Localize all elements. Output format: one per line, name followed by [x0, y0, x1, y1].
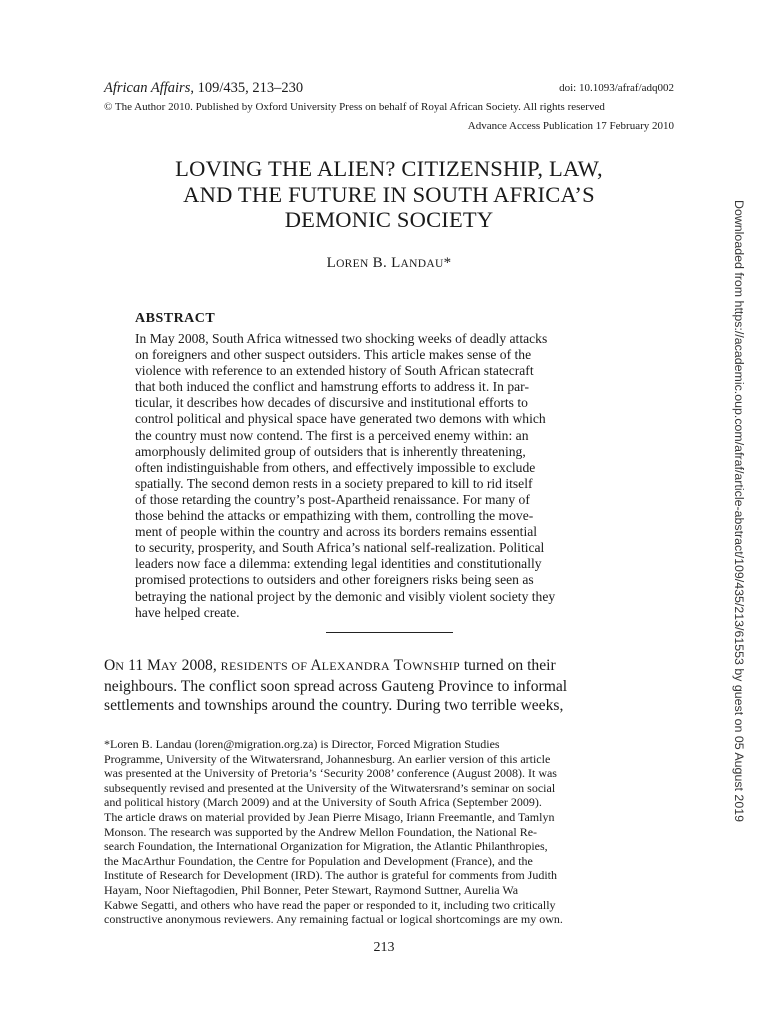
abstract-line: ment of people within the country and across its borders remains essential	[135, 524, 538, 540]
abstract-line: spatially. The second demon rests in a society prepared to kill to rid itself	[135, 475, 533, 491]
footnote-line: subsequently revised and presented at the University of the Witwatersrand’s seminar on social	[104, 780, 556, 795]
footnote-line: the MacArthur Foundation, the Centre for Population and Development (France), and the	[104, 853, 533, 868]
footnote-line: was presented at the University of Pretoria’s ‘Security 2008’ conference (August 2008). It was	[104, 766, 557, 781]
abstract-line: the country must now contend. The first is a perceived enemy within: an	[135, 427, 529, 443]
footnote-line: Hayam, Noor Nieftagodien, Phil Bonner, Peter Stewart, Raymond Suttner, Aurelia Wa	[104, 882, 519, 897]
footnote-line: Kabwe Segatti, and others who have read the paper or responded to it, including two critically	[104, 897, 556, 912]
footnote-line: Monson. The research was supported by the Andrew Mellon Foundation, the National Re-	[104, 824, 538, 839]
footnote-line: Institute of Research for Development (IRD). The author is grateful for comments from Judith	[104, 868, 557, 883]
advance-access-line: Advance Access Publication 17 February 2010	[467, 120, 674, 132]
section-divider	[326, 632, 453, 633]
abstract-line: betraying the national project by the demonic and visibly violent society they	[135, 588, 556, 604]
doi-text: doi: 10.1093/afraf/adq002	[559, 82, 674, 94]
abstract-heading: ABSTRACT	[135, 311, 216, 326]
abstract-line: violence with reference to an extended history of South African statecraft	[135, 363, 534, 379]
article-title	[104, 156, 674, 233]
footnote-line: Programme, University of the Witwatersrand, Johannesburg. An earlier version of this article	[104, 751, 551, 766]
footnote-line: search Foundation, the International Organization for Migration, the Atlantic Philanthropies,	[104, 839, 548, 854]
body-line-opening: ON 11 MAY 2008, RESIDENTS OF ALEXANDRA TOWNSHIP turned on their	[104, 657, 556, 674]
abstract-line: to security, prosperity, and South Africa’s national self-realization. Political	[135, 540, 545, 556]
abstract-line: have helped create.	[135, 604, 240, 620]
download-watermark	[726, 200, 746, 850]
abstract-body	[135, 331, 644, 621]
title-line: LOVING THE ALIEN? CITIZENSHIP, LAW,	[175, 156, 603, 181]
abstract-line: amorphously delimited group of outsiders that is inherently threatening,	[135, 443, 526, 459]
abstract-line: leaders now face a dilemma: extending legal identities and constitutionally	[135, 556, 542, 572]
abstract-line: control political and physical space have generated two demons with which	[135, 411, 546, 427]
footnote-line: and political history (March 2009) and at the University of South Africa (September 2009).	[104, 795, 542, 810]
journal-citation	[104, 80, 303, 97]
journal-header	[104, 80, 674, 98]
author-footnote	[104, 737, 676, 927]
journal-name: African Affairs	[104, 80, 191, 96]
copyright-line: © The Author 2010. Published by Oxford University Press on behalf of Royal African Society. All rights reserved	[104, 101, 605, 113]
abstract-line: ticular, it describes how decades of discursive and institutional efforts to	[135, 395, 528, 411]
footnote-line: *Loren B. Landau (loren@migration.org.za) is Director, Forced Migration Studies	[104, 737, 500, 751]
page-number: 213	[373, 940, 395, 955]
author-name: LOREN B. LANDAU*	[326, 255, 452, 271]
title-line: DEMONIC SOCIETY	[284, 207, 494, 232]
abstract-line: promised protections to outsiders and other foreigners risks being seen as	[135, 572, 534, 588]
body-line: settlements and townships around the country. During two terrible weeks,	[104, 697, 564, 715]
abstract-line: of those retarding the country’s post-Apartheid renaissance. For many of	[135, 491, 530, 507]
abstract-line: that both induced the conflict and hamstrung efforts to address it. In par-	[135, 379, 529, 395]
footnote-line: constructive anonymous reviewers. Any remaining factual or logical shortcomings are my own.	[104, 912, 563, 927]
abstract-line: In May 2008, South Africa witnessed two shocking weeks of deadly attacks	[135, 331, 548, 346]
abstract-line: often indistinguishable from others, and effectively impossible to exclude	[135, 459, 536, 475]
abstract-line: on foreigners and other suspect outsiders. This article makes sense of the	[135, 347, 532, 363]
abstract-line: those behind the attacks or empathizing with them, controlling the move-	[135, 508, 534, 524]
journal-issue: , 109/435, 213–230	[190, 80, 304, 96]
body-line: neighbours. The conflict soon spread across Gauteng Province to informal	[104, 677, 568, 695]
download-watermark-text: Downloaded from https://academic.oup.com/afraf/article-abstract/109/435/213/61553 by guest on 05 August 2019	[732, 200, 746, 822]
footnote-line: The article draws on material provided by Jean Pierre Misago, Iriann Freemantle, and Tamlyn	[104, 809, 555, 824]
body-text	[104, 656, 676, 716]
footnote-mark: *	[443, 255, 452, 271]
title-line: AND THE FUTURE IN SOUTH AFRICA’S	[183, 181, 595, 207]
